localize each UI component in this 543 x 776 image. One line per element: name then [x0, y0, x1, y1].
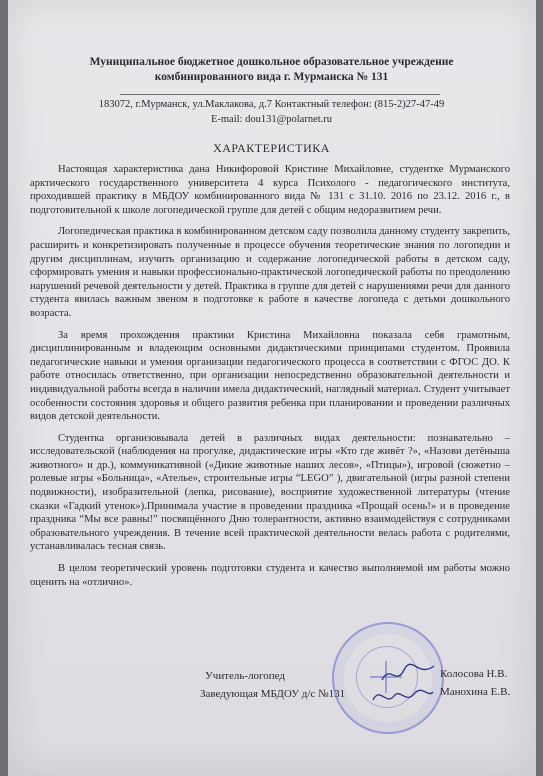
paragraph-conclusion: В целом теоретический уровень подготовки студента и качество выполняемой им работы можно оценить на «отлично».: [30, 563, 510, 588]
signature-name-head: Манохина Е.В.: [440, 686, 511, 698]
paragraph-practice: Логопедическая практика в комбинированном детском саду позволила данному студенту закрепить, расширить и конкретизировать полученные в процессе обучения теоретические знания по логопедии и другим дисциплинам, изучить организацию и содержание логопедической работы в детском саду, сформировать умения и навыки профессионально-практической логопедической работы по преодолению нарушений речевой деятельности у детей. Практика в группе для детей с нарушениями речи для данного студента явилась важным звеном в подготовке к работе в качестве логопеда с детьми дошкольного возраста.: [30, 226, 510, 319]
document-body: [30, 163, 510, 595]
paragraph-intro: Настоящая характеристика дана Никифоровой Кристине Михайловне, студентке Мурманского арктического государственного университета 4 курса Психолого - педагогического института, проходившей практику в МБДОУ комбинированного вида № 131 с 31.10. 2016 по 23.12. 2016 г., в подготовительной к школе логопедической группе для детей с общим недоразвитием речи.: [30, 164, 510, 216]
header-divider: [120, 94, 440, 95]
signature-role-head: Заведующая МБДОУ д/с №131: [200, 688, 346, 700]
org-name-line2: комбинированного вида г. Мурманска № 131: [154, 71, 389, 83]
handwritten-signature-2: [370, 684, 436, 710]
org-name-line1: Муниципальное бюджетное дошкольное образовательное учреждение: [89, 56, 454, 68]
paragraph-evaluation: За время прохождения практики Кристина Михайловна показала себя грамотным, дисциплинированным и владеющим основными дидактическими принципами студентом. Проявила педагогические навыки и умения организации педагогического процесса в соответствии с ФГОС ДО. К работе относилась ответственно, при организации непосредственно образовательной деятельности и индивидуальной работы всегда в наличии имела дидактический, наглядный материал. Студент учитывает особенности состояния здоровья и общего развития ребенка при планировании и проведении различных видов детской деятельности.: [30, 329, 510, 423]
org-address: 183072, г.Мурманск, ул.Маклакова, д.7 Контактный телефон: (815-2)27-47-49: [98, 99, 445, 110]
paragraph-activities: Студентка организовывала детей в различных видах деятельности: познавательно – исследовательской (наблюдения на прогулке, дидактические игры «Кто где живёт ?», «Назови детёныша животного» и др.), коммуникативной («Дикие животные наших лесов», «Птицы»), игровой (сюжетно – ролевые игры «Больница», «Ателье», строительные игры “LEGO” ), двигательной (игры разной степени подвижности), изобразительной (лепка, рисование), восприятие художественной литературы (чтение сказки «Гадкий утенок»).Принимала участие в проведении праздника «Прощай осень!» и в проведение праздника “Мы все равны!” посвящённого Дню толерантности, активно взаимодействуя с сотрудниками образовательного учреждения. В течение всей практической деятельности велась работа с родителями, устанавливалась тесная связь.: [30, 432, 510, 553]
org-email: E-mail: dou131@polarnet.ru: [210, 114, 333, 125]
document-title: ХАРАКТЕРИСТИКА: [213, 141, 330, 155]
signature-role-teacher: Учитель-логопед: [205, 670, 286, 682]
signature-name-teacher: Колосова Н.В.: [440, 668, 508, 680]
